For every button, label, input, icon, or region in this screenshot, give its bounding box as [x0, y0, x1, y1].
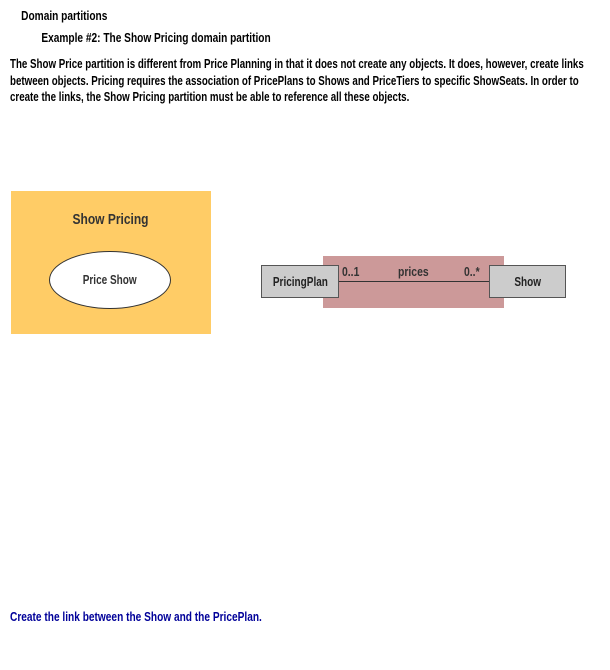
class-show-label: Show — [514, 274, 541, 289]
domain-partition-title-text: Show Pricing — [72, 211, 149, 228]
breadcrumb: Domain partitions — [21, 8, 108, 23]
class-pricingplan[interactable] — [261, 265, 339, 298]
domain-partition-box — [11, 191, 211, 334]
activity-price-show[interactable] — [49, 251, 171, 309]
left-multiplicity: 0..1 — [342, 264, 360, 279]
page-subtitle: Example #2: The Show Pricing domain partition — [41, 30, 271, 45]
association-name: prices — [398, 264, 429, 279]
class-pricingplan-label: PricingPlan — [272, 274, 328, 289]
activity-label: Price Show — [83, 273, 137, 287]
association-line[interactable] — [338, 281, 489, 282]
intro-paragraph: The Show Price partition is different from Price Planning in that it does not create any objects. It does, however, create links between objects. Pricing requires the association of PricePlans to Shows and PriceTiers to specific ShowSeats. In order to create the links, the Show Pricing partition must be able to reference all these objects. — [10, 57, 584, 104]
class-show[interactable] — [489, 265, 566, 298]
domain-partition-title — [11, 211, 211, 228]
intro-text — [10, 56, 603, 106]
right-multiplicity: 0..* — [464, 264, 480, 279]
instruction-text: Create the link between the Show and the PricePlan. — [10, 609, 262, 624]
